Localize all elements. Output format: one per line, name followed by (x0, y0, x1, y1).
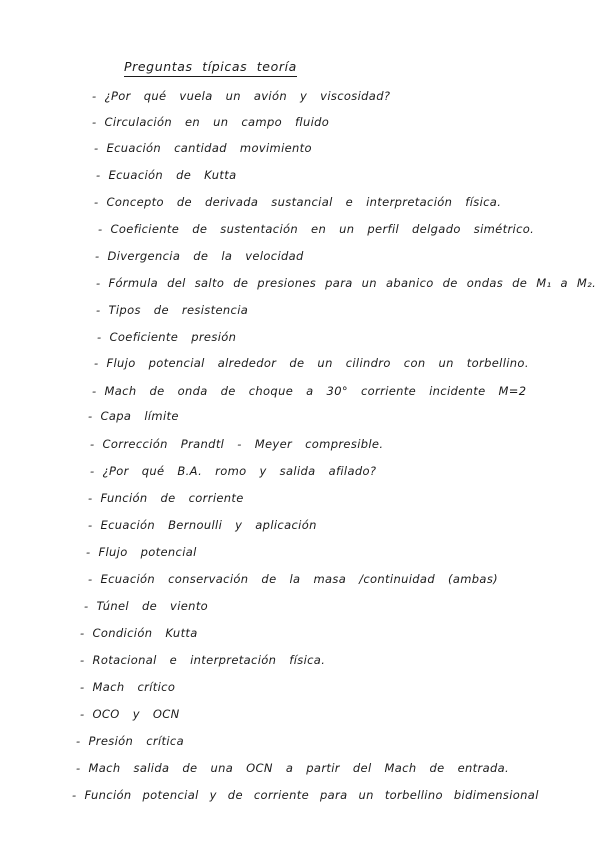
item-text: Presión crítica (88, 734, 184, 748)
item-text: Concepto de derivada sustancial e interpretación física. (106, 195, 502, 209)
list-item (92, 115, 329, 129)
bullet-dash: - (92, 115, 97, 129)
list-item (92, 89, 390, 103)
bullet-dash: - (96, 276, 101, 290)
list-item (98, 222, 534, 236)
bullet-dash: - (76, 761, 81, 775)
page-title: Preguntas típicas teoría (124, 59, 297, 77)
bullet-dash: - (94, 356, 99, 370)
item-text: Túnel de viento (96, 599, 209, 613)
list-item (94, 141, 312, 155)
item-text: Rotacional e interpretación física. (92, 653, 326, 667)
bullet-dash: - (80, 653, 85, 667)
bullet-dash: - (90, 464, 95, 478)
list-item (94, 356, 529, 370)
bullet-dash: - (94, 195, 99, 209)
item-text: Flujo potencial (98, 545, 197, 559)
item-text: OCO y OCN (92, 707, 180, 721)
item-text: ¿Por qué vuela un avión y viscosidad? (104, 89, 391, 103)
item-text: Divergencia de la velocidad (107, 249, 304, 263)
item-text: Tipos de resistencia (108, 303, 249, 317)
item-text: ¿Por qué B.A. romo y salida afilado? (102, 464, 377, 478)
bullet-dash: - (94, 141, 99, 155)
list-item (90, 464, 376, 478)
bullet-dash: - (88, 409, 93, 423)
item-text: Función de corriente (100, 491, 244, 505)
item-text: Condición Kutta (92, 626, 198, 640)
list-item (80, 680, 175, 694)
item-text: Mach salida de una OCN a partir del Mach de entrada. (88, 761, 510, 775)
list-item (88, 572, 498, 586)
list-item (88, 491, 244, 505)
bullet-dash: - (96, 303, 101, 317)
item-text: Corrección Prandtl - Meyer compresible. (102, 437, 384, 451)
list-item (96, 276, 596, 290)
list-item (80, 707, 180, 721)
item-text: Función potencial y de corriente para un torbellino bidimensional (84, 788, 539, 802)
bullet-dash: - (95, 249, 100, 263)
bullet-dash: - (80, 680, 85, 694)
item-text: Ecuación conservación de la masa /continuidad (ambas) (100, 572, 498, 586)
list-item (76, 734, 184, 748)
item-text: Circulación en un campo fluido (104, 115, 330, 129)
bullet-dash: - (90, 437, 95, 451)
list-item (80, 653, 325, 667)
bullet-dash: - (80, 707, 85, 721)
bullet-dash: - (72, 788, 77, 802)
list-item (95, 249, 304, 263)
bullet-dash: - (84, 599, 89, 613)
bullet-dash: - (92, 384, 97, 398)
item-text: Mach crítico (92, 680, 176, 694)
item-text: Capa límite (100, 409, 179, 423)
list-item (96, 168, 237, 182)
item-text: Coeficiente presión (109, 330, 237, 344)
list-item (76, 761, 509, 775)
item-text: Fórmula del salto de presiones para un abanico de ondas de M₁ a M₂. (108, 276, 597, 290)
bullet-dash: - (76, 734, 81, 748)
bullet-dash: - (88, 491, 93, 505)
item-text: Coeficiente de sustentación en un perfil delgado simétrico. (110, 222, 535, 236)
item-text: Flujo potencial alrededor de un cilindro con un torbellino. (106, 356, 529, 370)
bullet-dash: - (92, 89, 97, 103)
bullet-dash: - (86, 545, 91, 559)
item-text: Mach de onda de choque a 30° corriente incidente M=2 (104, 384, 527, 398)
list-item (80, 626, 198, 640)
list-item (96, 303, 248, 317)
list-item (92, 384, 526, 398)
list-item (86, 545, 197, 559)
list-item (88, 518, 317, 532)
bullet-dash: - (96, 168, 101, 182)
list-item (97, 330, 236, 344)
item-text: Ecuación Bernoulli y aplicación (100, 518, 317, 532)
list-item (72, 788, 539, 802)
bullet-dash: - (88, 518, 93, 532)
list-item (84, 599, 208, 613)
list-item (90, 437, 383, 451)
list-item (94, 195, 501, 209)
bullet-dash: - (97, 330, 102, 344)
item-text: Ecuación de Kutta (108, 168, 237, 182)
item-text: Ecuación cantidad movimiento (106, 141, 312, 155)
bullet-dash: - (98, 222, 103, 236)
bullet-dash: - (88, 572, 93, 586)
bullet-dash: - (80, 626, 85, 640)
list-item (88, 409, 179, 423)
